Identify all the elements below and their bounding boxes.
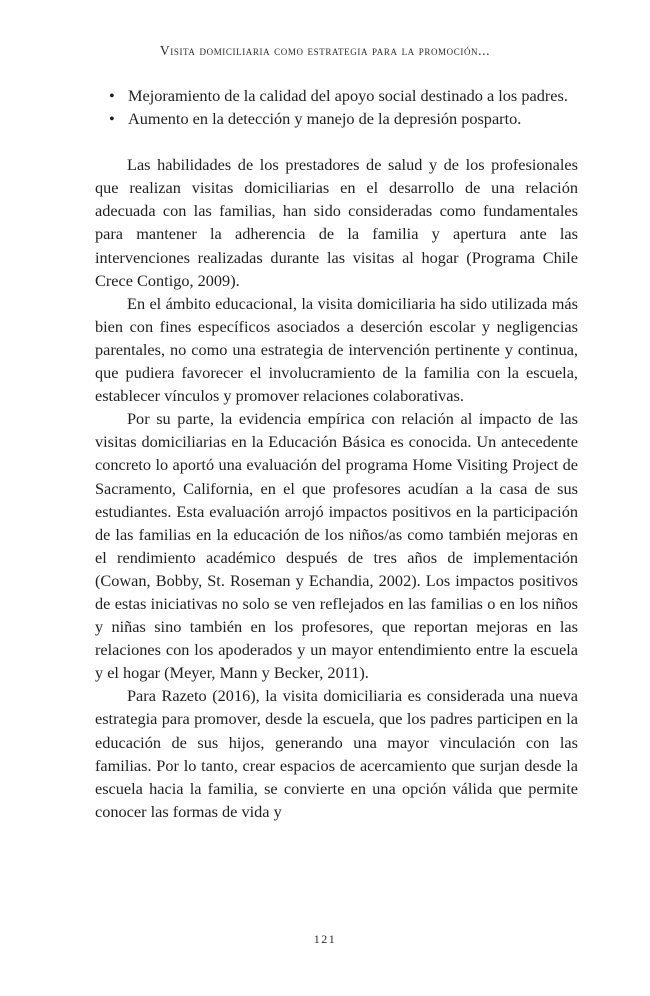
paragraph: Por su parte, la evidencia empírica con relación al impacto de las visitas domiciliarias en la Educación Básica es conocida. Un antecedente concreto lo aportó una evaluación del programa Home Visiting Project de Sacramento, California, en el que profesores acudían a la casa de sus estudiantes. Esta evaluación arrojó impactos positivos en la participación de las familias en la educación de los niños/as como también mejoras en el rendimiento académico después de tres años de implementación (Cowan, Bobby, St. Roseman y Echandia, 2002). Los impactos positivos de estas iniciativas no solo se ven reflejados en las familias o en los niños y niñas sino también en los profesores, que reportan mejoras en las relaciones con los apoderados y un mayor entendimiento entre la escuela y el hogar (Meyer, Mann y Becker, 2011). xyxy=(95,409,578,683)
paragraph: En el ámbito educacional, la visita domiciliaria ha sido utilizada más bien con fines específicos asociados a deserción escolar y negligencias parentales, no como una estrategia de intervención pertinente y continua, que pudiera favorecer el involucramiento de la familia con la escuela, establecer vínculos y promover relaciones colaborativas. xyxy=(95,293,578,406)
bullet-item xyxy=(95,107,578,130)
bullet-text: Aumento en la detección y manejo de la depresión posparto. xyxy=(128,109,522,129)
bullet-icon: • xyxy=(109,109,115,129)
bullet-text: Mejoramiento de la calidad del apoyo social destinado a los padres. xyxy=(128,86,568,105)
bullet-list xyxy=(95,84,578,130)
page-number: 121 xyxy=(313,932,337,946)
paragraph: Las habilidades de los prestadores de salud y de los profesionales que realizan visitas domiciliarias en el desarrollo de una relación adecuada con las familias, han sido consideradas como fundamentales para mantener la adherencia de la familia y apertura ante las intervenciones realizadas durante las visitas al hogar (Programa Chile Crece Contigo, 2009). xyxy=(95,155,578,290)
running-head: Visita domiciliaria como estrategia para la promoción... xyxy=(159,43,491,58)
bullet-item xyxy=(95,84,578,107)
page-body xyxy=(95,84,578,823)
bullet-icon: • xyxy=(109,86,115,105)
paragraph: Para Razeto (2016), la visita domiciliaria es considerada una nueva estrategia para promover, desde la escuela, que los padres participen en la educación de sus hijos, generando una mayor vinculación con las familias. Por lo tanto, crear espacios de acercamiento que surjan desde la escuela hacia la familia, se convierte en una opción válida que permite conocer las formas de vida y xyxy=(95,686,578,821)
